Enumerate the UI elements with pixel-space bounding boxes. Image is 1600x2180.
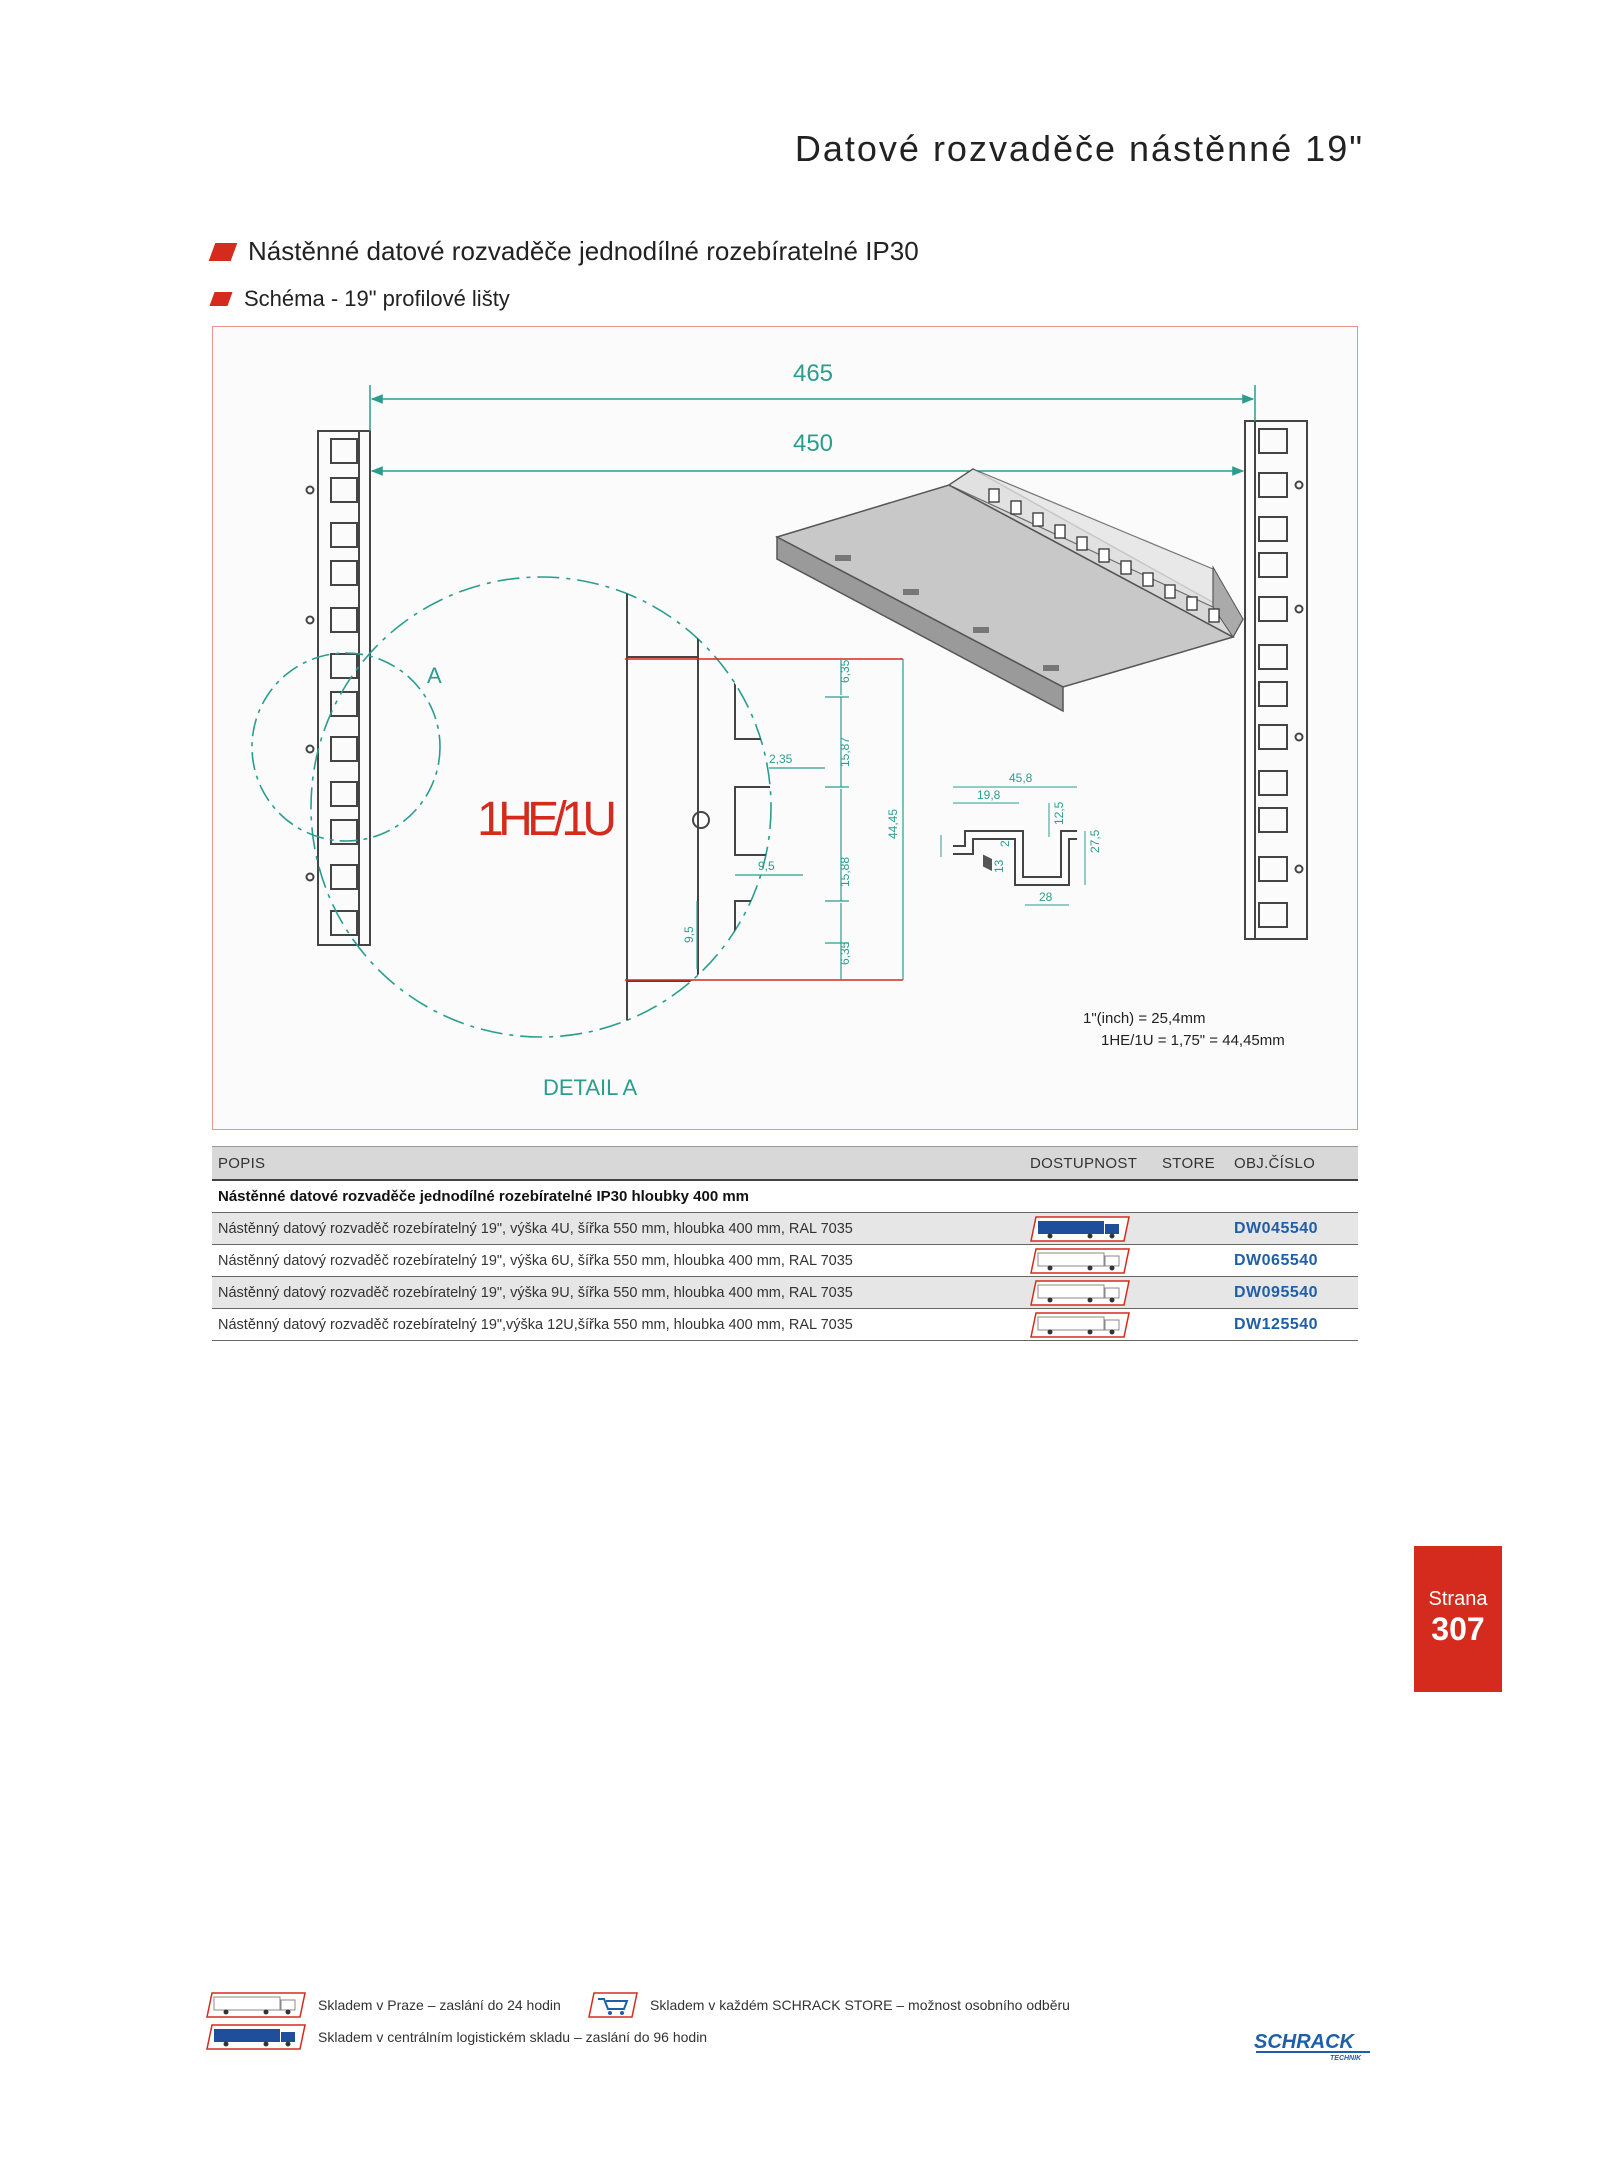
truck-white-icon (1030, 1248, 1130, 1274)
note-he: 1HE/1U = 1,75" = 44,45mm (1101, 1032, 1285, 1049)
row-description: Nástěnný datový rozvaděč rozebíratelný 19", výška 6U, šířka 550 mm, hloubka 400 mm, RAL 7035 (212, 1245, 1024, 1277)
subsection-heading (212, 286, 510, 312)
dim-6-35-top: 6,35 (838, 659, 852, 683)
col-dostupnost: DOSTUPNOST (1024, 1147, 1156, 1181)
dim-45-8: 45,8 (1009, 771, 1033, 785)
row-description: Nástěnný datový rozvaděč rozebíratelný 19", výška 9U, šířka 550 mm, hloubka 400 mm, RAL 7035 (212, 1277, 1024, 1309)
col-store: STORE (1156, 1147, 1228, 1181)
red-marker-icon (209, 243, 238, 261)
product-code[interactable]: DW125540 (1228, 1309, 1358, 1341)
dim-19-8: 19,8 (977, 788, 1001, 802)
dim-13: 13 (992, 859, 1006, 873)
availability-cell (1024, 1277, 1228, 1309)
table-row[interactable] (212, 1309, 1358, 1341)
legend-store-text: Skladem v každém SCHRACK STORE – možnost osobního odběru (650, 1997, 1070, 2013)
page-title: Datové rozvaděče nástěnné 19" (794, 128, 1364, 169)
page-label: Strana (1428, 1588, 1488, 1610)
logo-sub: TECHNIK (1330, 2055, 1362, 2062)
truck-white-icon (206, 1992, 306, 2018)
legend-prague-text: Skladem v Praze – zaslání do 24 hodin (318, 1997, 561, 2013)
dim-28: 28 (1039, 890, 1053, 904)
availability-cell (1024, 1309, 1228, 1341)
detail-dimensions (697, 659, 903, 980)
label-a: A (427, 663, 442, 688)
group-title: Nástěnné datové rozvaděče jednodílné rozebíratelné IP30 hloubky 400 mm (212, 1180, 1358, 1213)
dim-44-45: 44,45 (886, 808, 900, 839)
table-header (212, 1147, 1358, 1181)
schematic-drawing (213, 327, 1357, 1129)
rail-schematic (212, 326, 1358, 1130)
logo-brand: SCHRACK (1254, 2031, 1354, 2053)
dim-465: 465 (792, 360, 834, 387)
table-group-row (212, 1180, 1358, 1213)
truck-white-icon (1030, 1312, 1130, 1338)
profile-cross-section (953, 831, 1077, 885)
page-number: 307 (1431, 1611, 1485, 1647)
truck-white-icon (1030, 1280, 1130, 1306)
left-rail (307, 431, 371, 945)
row-description: Nástěnný datový rozvaděč rozebíratelný 19", výška 4U, šířka 550 mm, hloubka 400 mm, RAL 7035 (212, 1213, 1024, 1245)
product-code[interactable]: DW065540 (1228, 1245, 1358, 1277)
product-table (212, 1146, 1358, 1341)
top-dimensions (370, 385, 1255, 471)
dim-12-5: 12,5 (1052, 801, 1066, 825)
col-obj-cislo: OBJ.ČÍSLO (1228, 1147, 1358, 1181)
schrack-logo (1252, 2028, 1372, 2062)
note-inch: 1"(inch) = 25,4mm (1083, 1010, 1206, 1027)
dim-2-35: 2,35 (769, 752, 793, 766)
col-popis: POPIS (212, 1147, 1024, 1181)
red-marker-icon (209, 292, 232, 306)
dim-15-87: 15,87 (838, 736, 852, 767)
dim-27-5: 27,5 (1088, 829, 1102, 853)
dim-9-5-h: 9,5 (758, 859, 775, 873)
availability-cell (1024, 1213, 1228, 1245)
dim-15-88: 15,88 (838, 856, 852, 887)
dim-6-35-bot: 6,35 (838, 941, 852, 965)
table-row[interactable] (212, 1213, 1358, 1245)
right-rail (1245, 421, 1307, 939)
legend-store (588, 1992, 1070, 2018)
cart-icon (588, 1992, 638, 2018)
subsection-title: Schéma - 19" profilové lišty (244, 286, 510, 311)
row-description: Nástěnný datový rozvaděč rozebíratelný 19",výška 12U,šířka 550 mm, hloubka 400 mm, RAL 7035 (212, 1309, 1024, 1341)
product-code[interactable]: DW045540 (1228, 1213, 1358, 1245)
dim-9-5-v: 9,5 (682, 926, 696, 943)
label-1he-1u: 1HE/1U (477, 793, 617, 846)
table-row[interactable] (212, 1277, 1358, 1309)
section-heading (212, 236, 919, 267)
product-code[interactable]: DW095540 (1228, 1277, 1358, 1309)
availability-cell (1024, 1245, 1228, 1277)
detail-marker-circle (252, 653, 440, 841)
section-title: Nástěnné datové rozvaděče jednodílné rozebíratelné IP30 (248, 236, 919, 266)
legend-central-text: Skladem v centrálním logistickém skladu – zaslání do 96 hodin (318, 2029, 708, 2045)
truck-blue-icon (206, 2024, 306, 2050)
table-row[interactable] (212, 1245, 1358, 1277)
dim-450: 450 (792, 430, 834, 457)
legend-central (206, 2024, 707, 2050)
label-detail-a: DETAIL A (543, 1075, 638, 1100)
truck-blue-icon (1030, 1216, 1130, 1242)
page-number-tab (1414, 1546, 1502, 1692)
dim-2: 2 (998, 840, 1012, 847)
legend-prague (206, 1992, 561, 2018)
